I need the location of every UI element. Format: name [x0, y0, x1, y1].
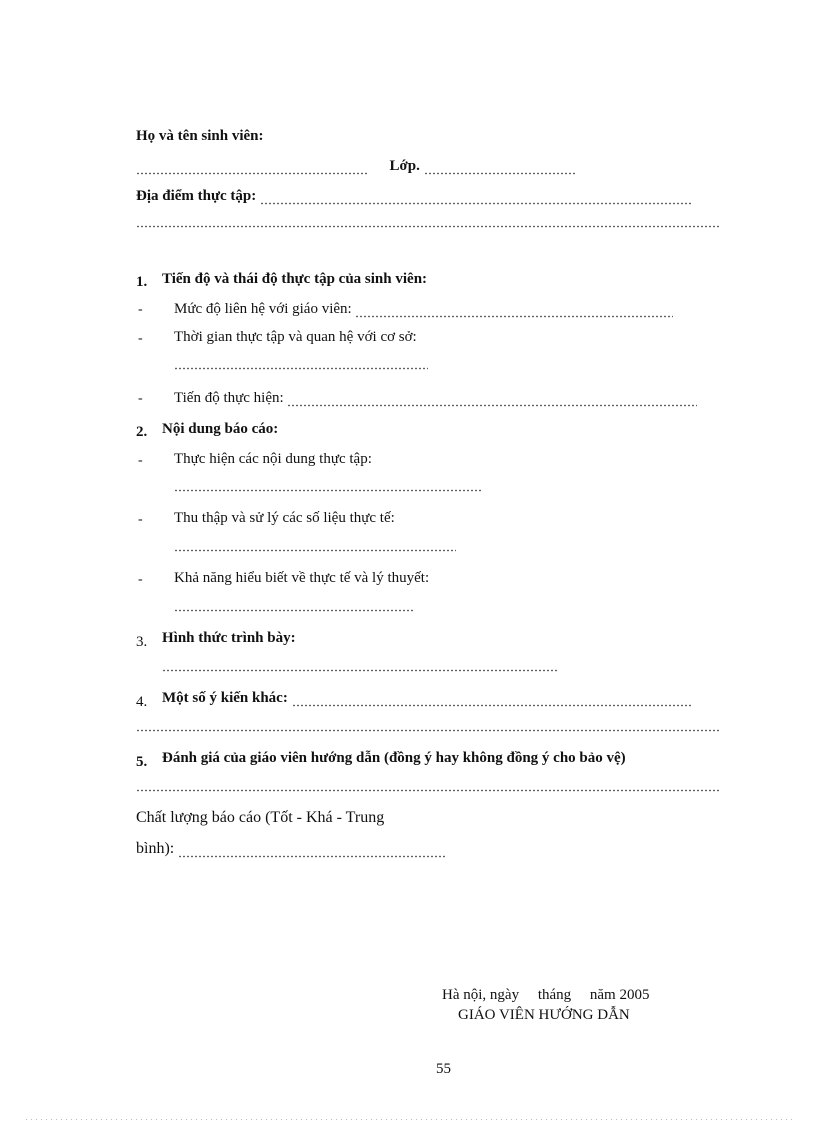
section-3-field[interactable]	[162, 662, 558, 672]
page-number: 55	[436, 1061, 451, 1077]
item-understanding-label: Khả năng hiểu biết về thực tế và lý thuyết:	[174, 570, 430, 586]
bullet-marker: -	[138, 302, 143, 317]
bullet-marker: -	[138, 453, 143, 468]
item-internship-time-field[interactable]	[174, 360, 428, 370]
item-progress	[174, 390, 697, 407]
page-bottom-rule	[24, 1118, 794, 1121]
student-name-field[interactable]	[136, 165, 368, 175]
section-3-number: 3.	[136, 634, 148, 650]
location-field[interactable]	[260, 195, 692, 205]
signature-date-line: Hà nội, ngày tháng năm 2005	[442, 987, 650, 1003]
section-5-title: Đánh giá của giáo viên hướng dẫn (đồng ý hay không đồng ý cho bảo vệ)	[162, 750, 626, 766]
section-4-field-line-2[interactable]	[136, 722, 720, 732]
signature-title: GIÁO VIÊN HƯỚNG DẪN	[458, 1007, 630, 1023]
section-4-row	[162, 690, 692, 707]
quality-label-line-2: bình):	[136, 840, 175, 857]
item-teacher-contact	[174, 301, 673, 318]
section-2-number: 2.	[136, 424, 148, 440]
section-2-title: Nội dung báo cáo:	[162, 421, 279, 437]
section-4-number: 4.	[136, 694, 148, 710]
class-label: Lớp.	[389, 158, 420, 174]
item-content-label: Thực hiện các nội dung thực tập:	[174, 451, 372, 467]
section-4-title: Một số ý kiến khác:	[162, 690, 288, 706]
section-1-number: 1.	[136, 274, 148, 290]
quality-row	[136, 840, 446, 858]
class-field[interactable]	[424, 165, 576, 175]
location-label: Địa điểm thực tập:	[136, 188, 257, 204]
section-1-title: Tiến độ và thái độ thực tập của sinh viên:	[162, 271, 428, 287]
student-name-row	[136, 158, 576, 175]
bullet-marker: -	[138, 331, 143, 346]
item-teacher-contact-label: Mức độ liên hệ với giáo viên:	[174, 301, 352, 317]
item-data-field[interactable]	[174, 542, 456, 552]
item-teacher-contact-field[interactable]	[355, 308, 673, 318]
student-name-label: Họ và tên sinh viên:	[136, 128, 264, 144]
quality-field[interactable]	[178, 848, 446, 858]
location-field-line-2[interactable]	[136, 218, 720, 228]
quality-label-line-1: Chất lượng báo cáo (Tốt - Khá - Trung	[136, 809, 385, 826]
bullet-marker: -	[138, 512, 143, 527]
section-3-title: Hình thức trình bày:	[162, 630, 296, 646]
section-5-number: 5.	[136, 754, 148, 770]
item-content-field[interactable]	[174, 482, 482, 492]
section-5-field[interactable]	[136, 782, 720, 792]
item-progress-field[interactable]	[287, 397, 697, 407]
bullet-marker: -	[138, 391, 143, 406]
bullet-marker: -	[138, 572, 143, 587]
location-row	[136, 188, 692, 205]
section-4-field[interactable]	[292, 697, 692, 707]
item-internship-time-label: Thời gian thực tập và quan hệ với cơ sở:	[174, 329, 417, 345]
item-data-label: Thu thập và sử lý các số liệu thực tế:	[174, 510, 395, 526]
item-understanding-field[interactable]	[174, 602, 414, 612]
item-progress-label: Tiến độ thực hiện:	[174, 390, 284, 406]
